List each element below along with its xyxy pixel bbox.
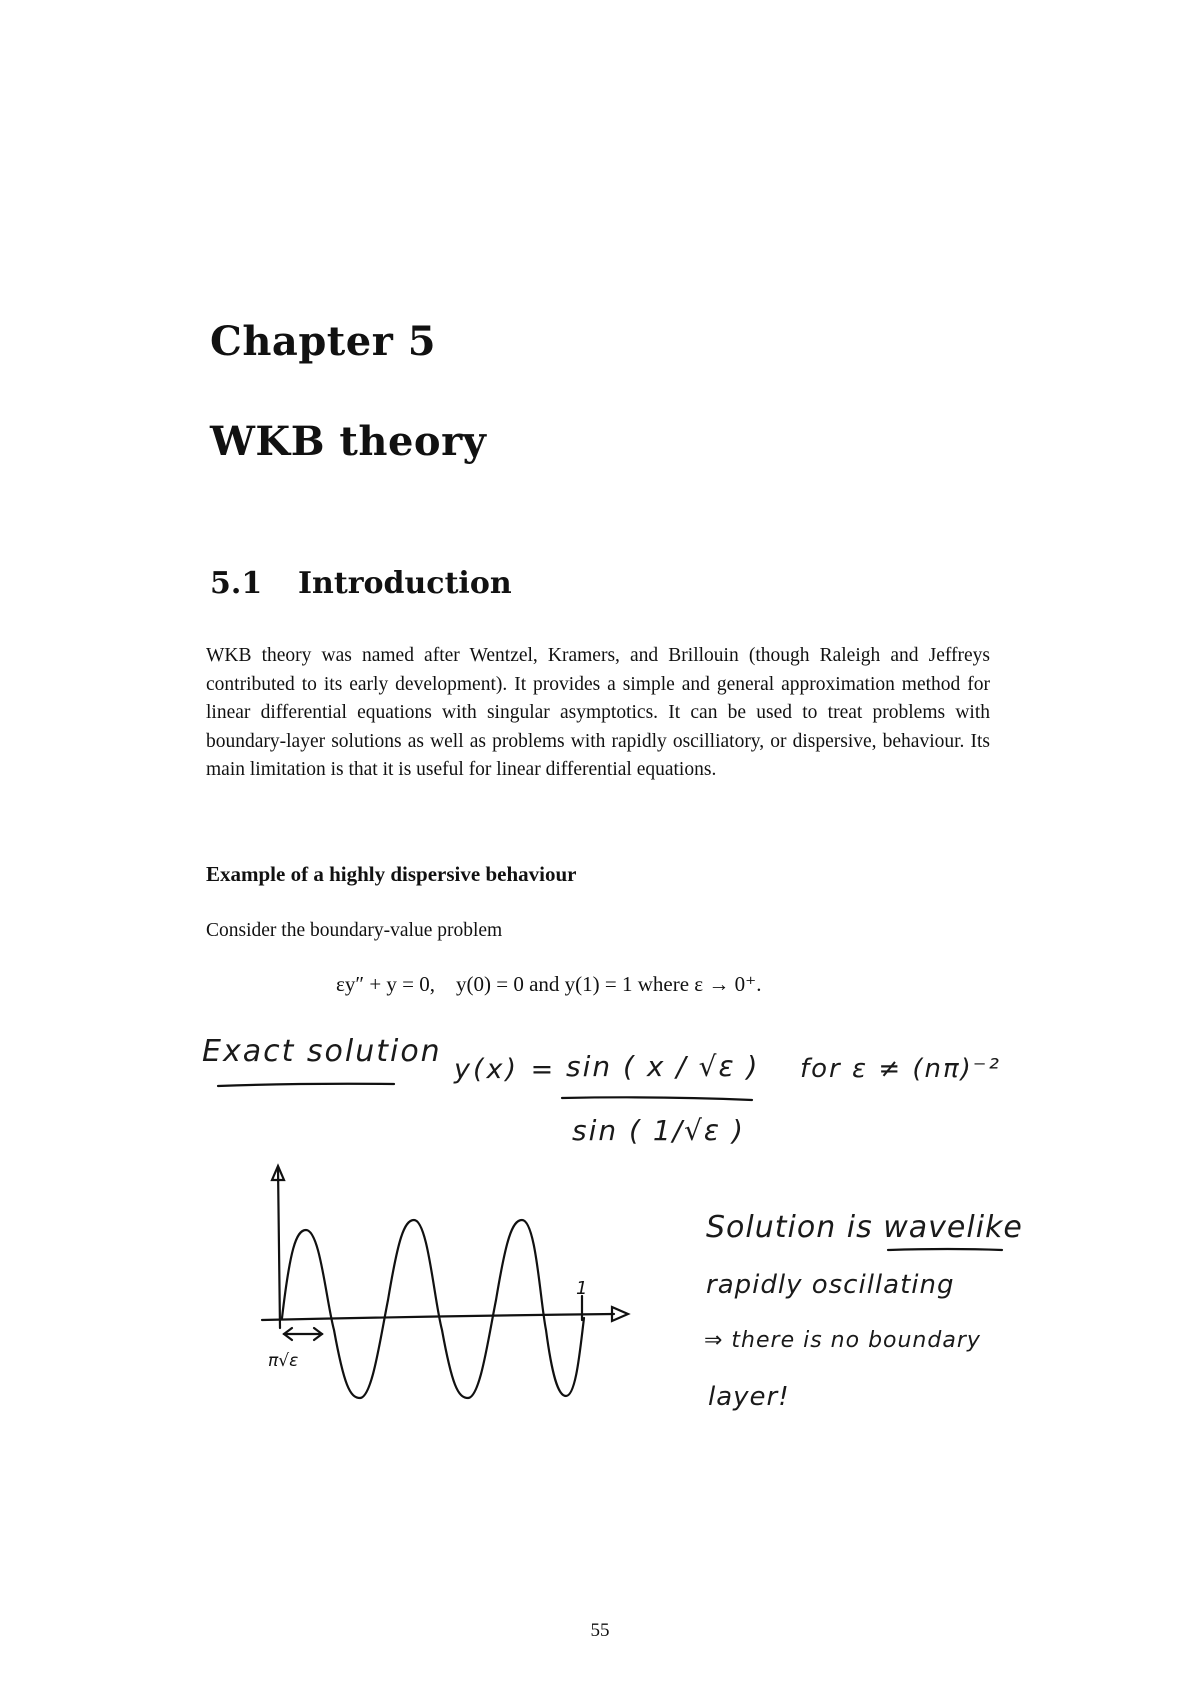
exact-solution-underline: [218, 1084, 394, 1086]
handwritten-note-oscillating: rapidly oscillating: [706, 1270, 955, 1300]
sketch-one-label: 1: [576, 1278, 588, 1299]
example-lead: Consider the boundary-value problem: [206, 920, 503, 941]
handwritten-exact-solution-label: Exact solution: [202, 1034, 442, 1069]
wavelike-underline: [888, 1249, 1002, 1250]
handwritten-denominator: sin ( 1/√ε ): [572, 1114, 745, 1147]
sketch-solution-curve: [282, 1220, 584, 1398]
handwritten-note-layer: layer!: [708, 1382, 790, 1412]
section-title: Introduction: [298, 566, 512, 601]
chapter-title: WKB theory: [210, 418, 487, 465]
fraction-bar: [562, 1097, 752, 1100]
equation-lhs: εy″ + y = 0,: [336, 972, 436, 996]
handwritten-numerator: sin ( x / √ε ): [566, 1050, 760, 1083]
sketch-period-label: π√ε: [268, 1351, 299, 1371]
section-number: 5.1: [210, 566, 263, 601]
page-number: 55: [590, 1620, 610, 1641]
handwritten-yx: y(x) =: [454, 1054, 557, 1085]
equation-boundary-conditions: y(0) = 0 and y(1) = 1 where ε → 0⁺.: [456, 972, 762, 996]
handwritten-condition: for ε ≠ (nπ)⁻²: [800, 1054, 1001, 1084]
intro-paragraph: WKB theory was named after Wentzel, Kramers, and Brillouin (though Raleigh and Jeffreys contributed to its early development). It provides a simple and general approximation method for linear differential equations with singular asymptotics. It can be used to treat problems with boundary-layer solutions as well as problems with rapidly oscilliatory, or dispersive, behaviour. Its main limitation is that it is useful for linear differential equations.: [206, 645, 990, 781]
sketch-y-axis: [278, 1168, 280, 1328]
chapter-label: Chapter 5: [210, 318, 437, 365]
handwritten-note-wavelike: Solution is wavelike: [706, 1210, 1023, 1245]
example-heading: Example of a highly dispersive behaviour: [206, 862, 577, 886]
handwritten-note-no-boundary: ⇒ there is no boundary: [704, 1328, 981, 1353]
